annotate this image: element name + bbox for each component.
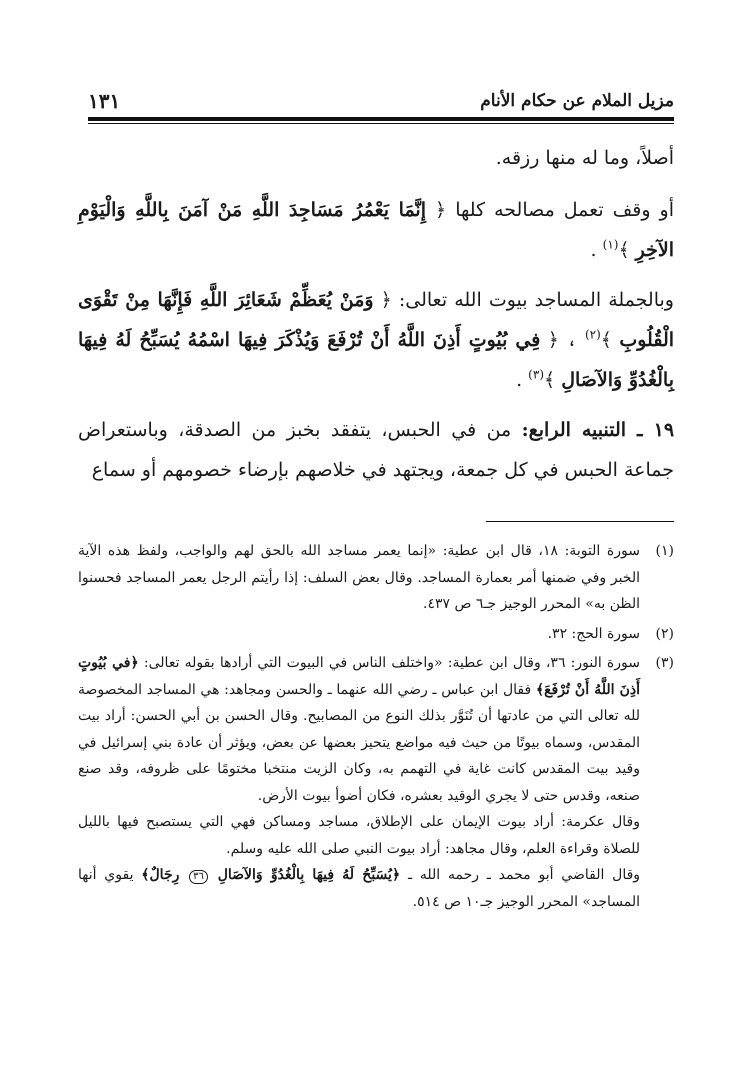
book-title: مزيل الملام عن حكام الأنام (480, 91, 674, 111)
footnote-3-line-3-after: يقوي أنها المساجد» المحرر الوجيز جـ١٠ ص ٥١٤. (78, 867, 640, 910)
footnote-number: (٣) (655, 655, 674, 671)
footnote-separator (486, 521, 674, 522)
paragraph-4-text: من في الحبس، يتفقد بخبز من الصدقة، وباستعراض جماعة الحبس في كل جمعة، ويجتهد في خلاصهم بإرضاء خصومهم أو سماع (78, 419, 674, 481)
footnote-2 (78, 621, 674, 648)
running-header (88, 86, 674, 116)
paragraph-3 (78, 280, 674, 400)
paragraph-1 (78, 138, 674, 178)
footnote-ref-2[interactable]: (٢) (584, 327, 601, 342)
ornate-bracket-close: ﴾ (544, 369, 556, 391)
section-heading: ١٩ ـ التنبيه الرابع: (521, 419, 675, 441)
footnote-3-line-2: وقال عكرمة: أراد بيوت الإيمان على الإطلاق، مساجد ومساكن فهي التي يستصبح فيها بالليل للصلاة وقراءة العلم، وقال مجاهد: أراد بيوت النبي صلى الله عليه وسلم. (78, 814, 640, 857)
ornate-bracket-open: ﴿ (435, 199, 447, 221)
verse-number-badge: ٣٦ (189, 870, 208, 884)
quran-verse: فِي بُيُوتٍ أَذِنَ اللَّهُ أَنْ تُرْفَعَ وَيُذْكَرَ فِيهَا اسْمُهُ يُسَبِّحُ لَهُ فِيهَا بِالْغُدُوِّ وَالآصَالِ (78, 329, 674, 391)
footnote-1 (78, 538, 674, 618)
footnote-text (78, 650, 640, 915)
ornate-bracket-open: ﴿ (547, 329, 559, 351)
separator-comma: ، (566, 329, 578, 351)
paragraph-1-text: أصلاً، وما له منها رزقه. (495, 147, 674, 169)
paragraph-4 (78, 410, 674, 490)
ornate-bracket-close: ﴾ (600, 329, 612, 351)
header-rule-thick (88, 117, 674, 121)
header-rule-thin (88, 123, 674, 124)
footnotes (78, 538, 674, 918)
paragraph-2-end: . (590, 239, 597, 261)
footnote-3-line-3-before: وقال القاضي أبو محمد ـ رحمه الله ـ (407, 867, 641, 883)
footnote-3 (78, 650, 674, 915)
page-number: ١٣١ (88, 89, 121, 113)
quran-verse-end: رِجَالٌ﴾ (141, 867, 180, 883)
paragraph-3-intro: وبالجملة المساجد بيوت الله تعالى: (398, 289, 674, 311)
quran-verse: ﴿في بُيُوتٍ أَذِنَ اللَّهُ أَنْ تُرْفَعَ﴾ (78, 655, 641, 698)
paragraph-2-intro: أو وقف تعمل مصالحه كلها (455, 199, 675, 221)
footnote-text: سورة الحج: ٣٢. (547, 625, 640, 642)
ornate-bracket-close: ﴾ (618, 239, 630, 261)
footnote-text: سورة التوبة: ١٨، قال ابن عطية: «إنما يعمر مساجد الله بالحق لهم والواجب، ولفظ هذه الآية الخبر وفي ضمنها أمر بعمارة المساجد. وقال بعض السلف: إذا رأيتم الرجل يعمر المساجد فحسنوا الظن به» المحرر الوجيز جـ٦ ص ٤٣٧. (78, 543, 640, 612)
quran-verse: إِنَّمَا يَعْمُرُ مَسَاجِدَ اللَّهِ مَنْ آمَنَ بِاللَّهِ وَالْيَوْمِ الآخِرِ (78, 199, 674, 261)
footnote-ref-1[interactable]: (١) (602, 237, 619, 252)
ornate-bracket-open: ﴿ (380, 289, 392, 311)
footnote-ref-3[interactable]: (٣) (528, 367, 544, 382)
footnote-number: (١) (655, 543, 674, 559)
main-text (78, 138, 674, 500)
footnote-number: (٢) (655, 625, 674, 642)
quran-verse: ﴿يُسَبِّحُ لَهُ فِيهَا بِالْغُدُوِّ وَالآصَالِ (217, 867, 401, 883)
quran-verse: وَمَنْ يُعَظِّمْ شَعَائِرَ اللَّهِ فَإِنَّهَا مِنْ تَقْوَى الْقُلُوبِ (78, 289, 675, 351)
paragraph-3-end: . (516, 369, 523, 391)
footnote-3-before: سورة النور: ٣٦، وقال ابن عطية: «واختلف الناس في البيوت التي أرادها بقوله تعالى: (143, 655, 640, 671)
paragraph-2 (78, 190, 674, 270)
footnote-3-after: فقال ابن عباس ـ رضي الله عنهما ـ والحسن ومجاهد: هي المساجد المخصوصة لله تعالى التي من عادتها أن تُنَوَّر بذلك النوع من المصابيح. وقال الحسن بن أبي الحسن: أراد بيت المقدس، وسماه بيوتًا من حيث فيه مواضع يتحيز بعضها عن بعض، ويؤثر أن عادة بني إسرائيل في وقيد بيت المقدس كانت غاية في التهمم به، وكان الزيت منتخبا مختومًا على ظروفه، وقد صنع صنعه، وقدس حتى لا يجري الوقيد بعشره، فكان أضوأ بيوت الأرض. (78, 681, 640, 804)
